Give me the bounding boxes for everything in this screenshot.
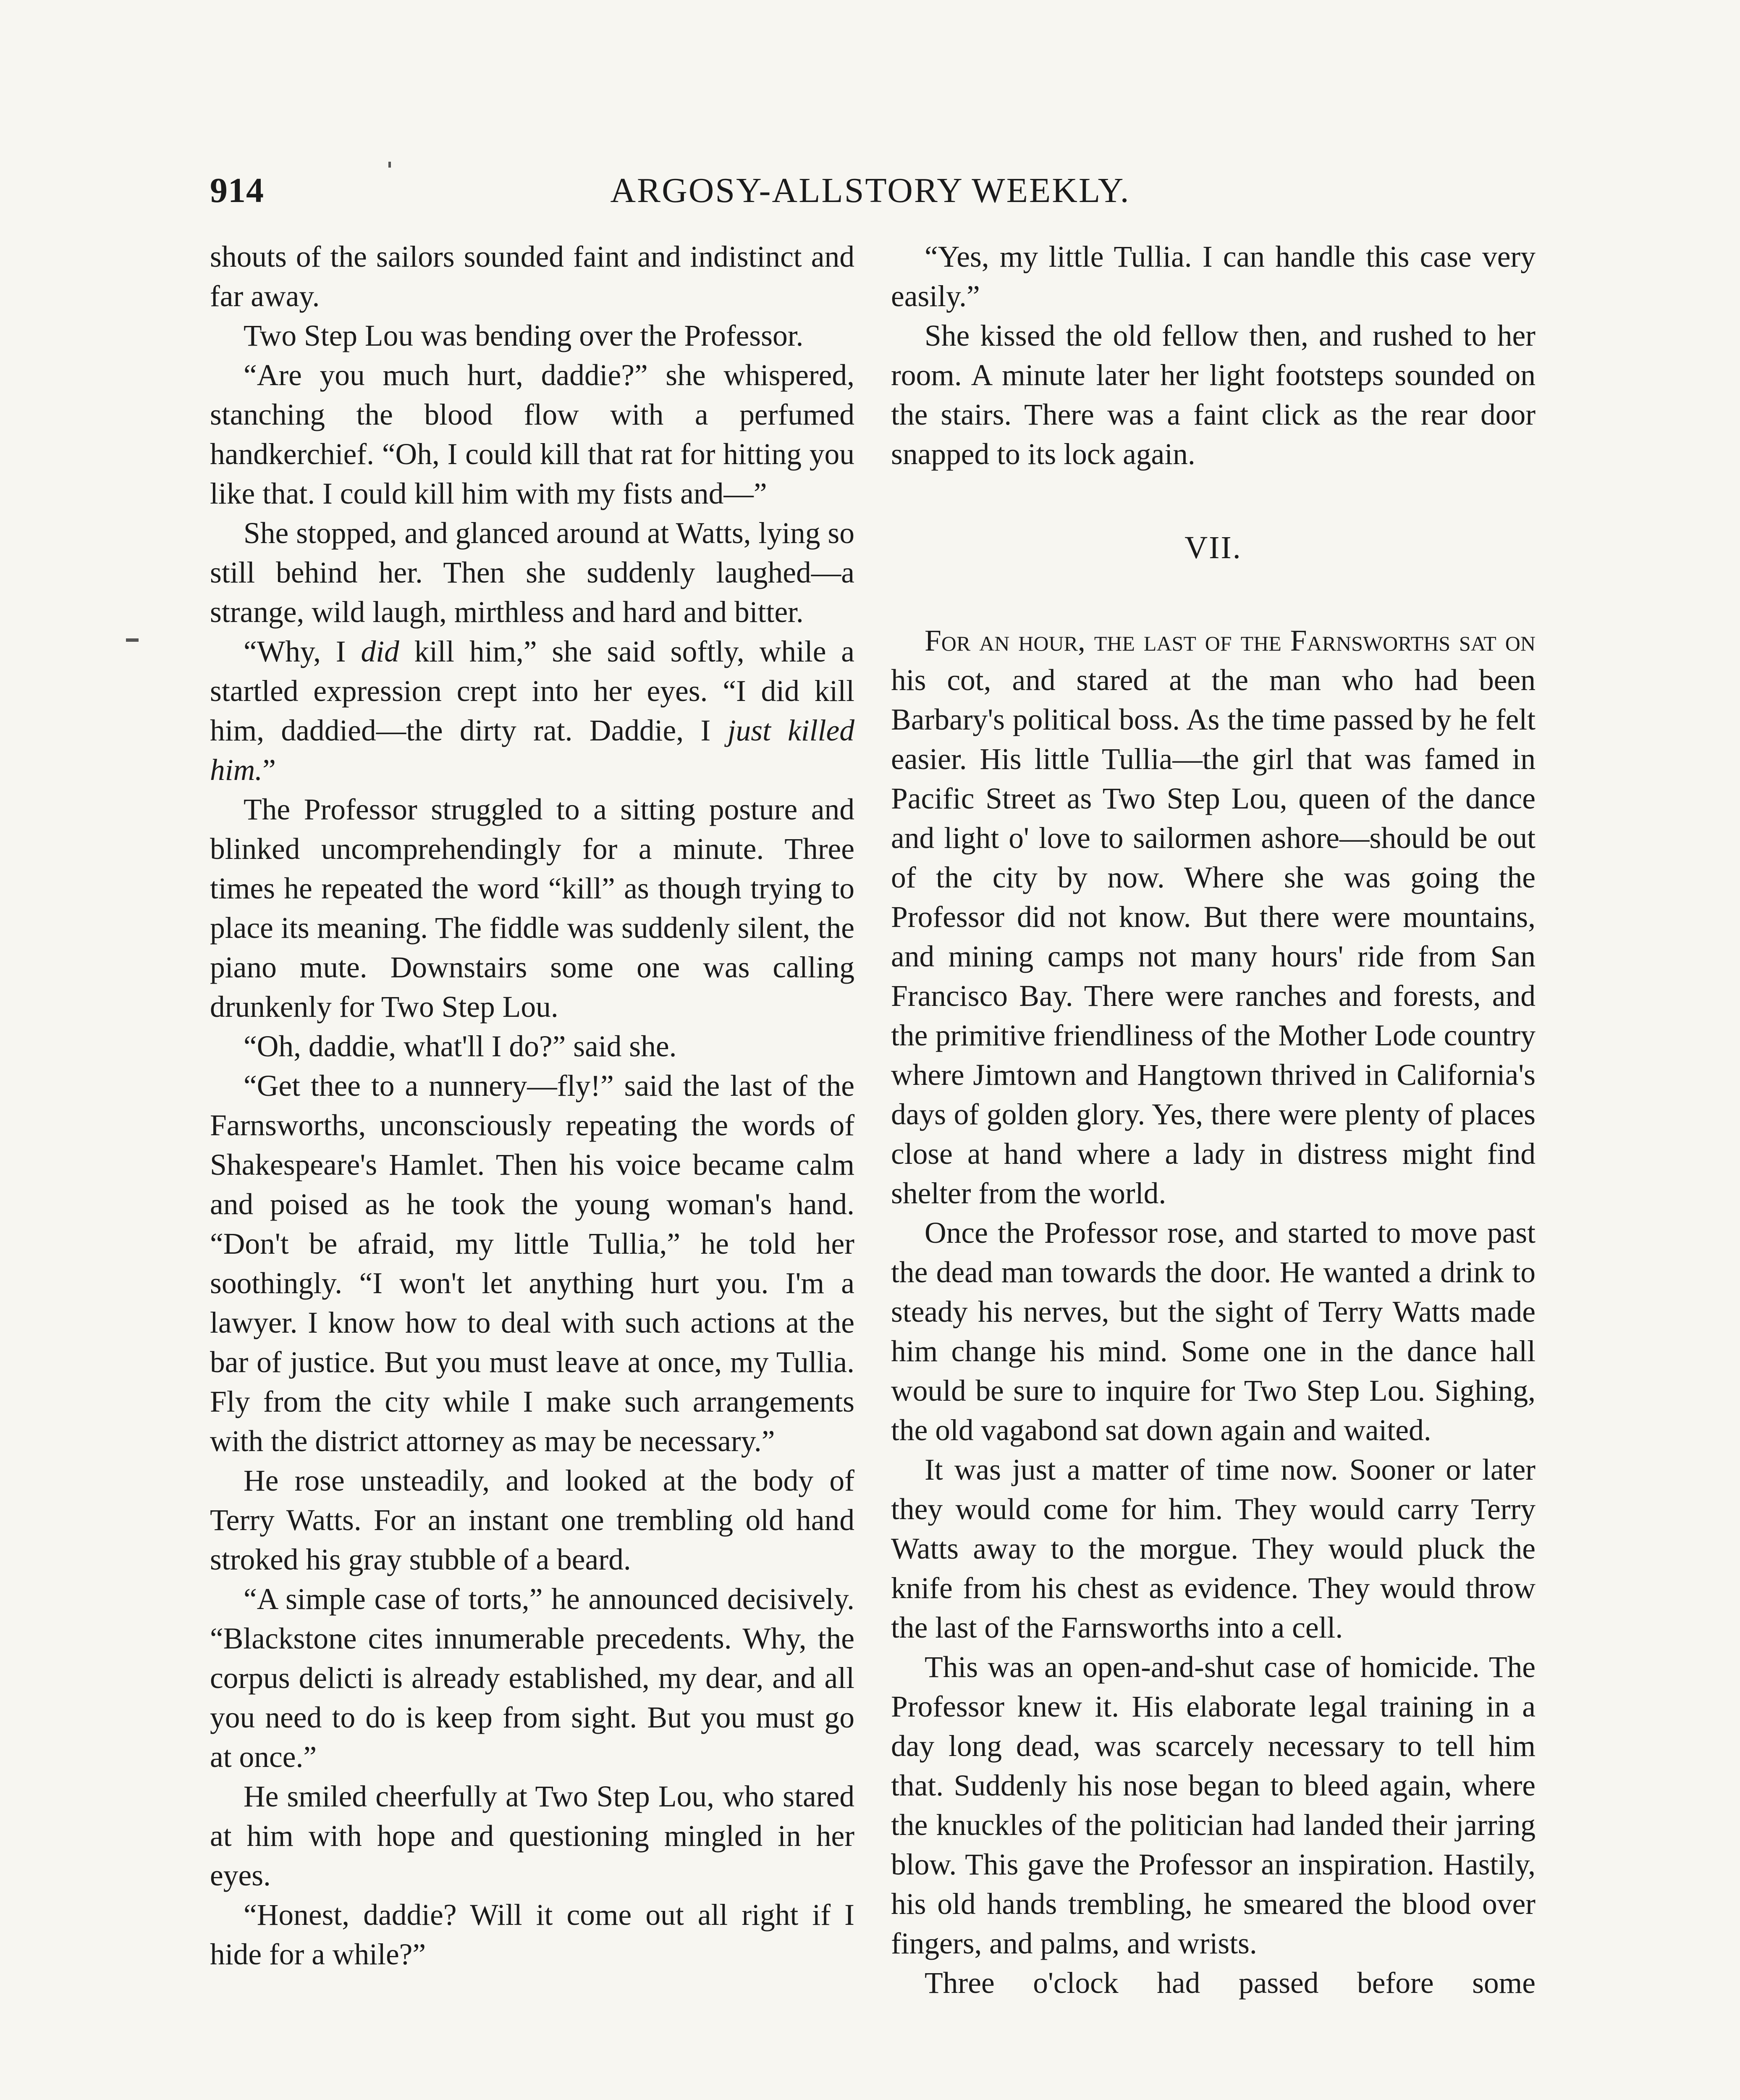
paragraph: He rose unsteadily, and looked at the body of Terry Watts. For an instant one trembling old hand stroked his gray stubble of a beard. — [210, 1464, 854, 1576]
paragraph: “Are you much hurt, daddie?” she whispered, stanching the blood flow with a perfumed handkerchief. “Oh, I could kill that rat for hitting you like that. I could kill him with my fists and—” — [210, 359, 854, 510]
paragraph: Two Step Lou was bending over the Professor. — [244, 319, 804, 352]
paragraph: shouts of the sailors sounded faint and indistinct and far away. — [210, 240, 854, 313]
section-heading: VII. — [1184, 530, 1242, 565]
paragraph: Once the Professor rose, and started to move past the dead man towards the door. He wanted a drink to steady his nerves, but the sight of Terry Watts made him change his mind. Some one in the dance hall would be sure to inquire for Two Step Lou. Sighing, the old vagabond sat down again and waited. — [891, 1216, 1536, 1447]
paragraph — [210, 632, 854, 790]
text-run: kill him,” she said softly, while a startled expression crept into her eyes. “I did kill him, daddied—the dirty rat. Daddie, I — [210, 635, 854, 747]
paragraph: “Get thee to a nunnery—fly!” said the last of the Farnsworths, unconsciously repeating the words of Shakespeare's Hamlet. Then his voice became calm and poised as he took the young woman's hand. “Don't be afraid, my little Tullia,” he told her soothingly. “I won't let anything hurt you. I'm a lawyer. I know how to deal with such actions at the bar of justice. But you must leave at once, my Tullia. Fly from the city while I make such arrangements with the district attorney as may be necessary.” — [210, 1069, 854, 1458]
paragraph: “Oh, daddie, what'll I do?” said she. — [244, 1030, 677, 1063]
italic-text: did — [361, 635, 399, 668]
scan-speck — [126, 638, 139, 642]
left-column — [210, 237, 854, 1974]
page-header — [210, 170, 1530, 216]
scan-speck — [388, 162, 391, 168]
running-head: ARGOSY-ALLSTORY WEEKLY. — [610, 171, 1130, 210]
right-column — [891, 237, 1536, 2003]
text-run: ” — [262, 753, 276, 787]
italic-text: just killed him. — [210, 714, 854, 787]
paragraph: “Honest, daddie? Will it come out all right if I hide for a while?” — [210, 1898, 854, 1971]
paragraph: This was an open-and-shut case of homicide. The Professor knew it. His elaborate legal training in a day long dead, was scarcely necessary to tell him that. Suddenly his nose began to bleed again, where the knuckles of the politician had landed their jarring blow. This gave the Professor an inspiration. Hastily, his old hands trembling, he smeared the blood over fingers, and palms, and wrists. — [891, 1651, 1536, 1960]
page-number: 914 — [210, 171, 264, 210]
paragraph: “Yes, my little Tullia. I can handle this case very easily.” — [891, 240, 1536, 313]
paragraph: She stopped, and glanced around at Watts, lying so still behind her. Then she suddenly laughed—a strange, wild laugh, mirthless and hard and bitter. — [210, 517, 854, 629]
paragraph: It was just a matter of time now. Sooner or later they would come for him. They would carry Terry Watts away to the morgue. They would pluck the knife from his chest as evidence. They would throw the last of the Farnsworths into a cell. — [891, 1453, 1536, 1644]
paragraph: He smiled cheerfully at Two Step Lou, who stared at him with hope and questioning mingled in her eyes. — [210, 1780, 854, 1892]
text-run: “Why, I — [244, 635, 361, 668]
paragraph: Three o'clock had passed before some — [925, 1966, 1536, 2000]
paragraph: The Professor struggled to a sitting posture and blinked uncomprehendingly for a minute. Three times he repeated the word “kill” as though trying to place its meaning. The fiddle was suddenly silent, the piano mute. Downstairs some one was calling drunkenly for Two Step Lou. — [210, 793, 854, 1024]
paragraph: For an hour, the last of the Farnsworths sat on his cot, and stared at the man who had been Barbary's political boss. As the time passed by he felt easier. His little Tullia—the girl that was famed in Pacific Street as Two Step Lou, queen of the dance and light o' love to sailormen ashore—should be out of the city by now. Where she was going the Professor did not know. But there were mountains, and mining camps not many hours' ride from San Francisco Bay. There were ranches and forests, and the primitive friendliness of the Mother Lode country where Jimtown and Hangtown thrived in California's days of golden glory. Yes, there were plenty of places close at hand where a lady in distress might find shelter from the world. — [891, 624, 1536, 1210]
paragraph: “A simple case of torts,” he announced decisively. “Blackstone cites innumerable precedents. Why, the corpus delicti is already established, my dear, and all you need to do is keep from sight. But you must go at once.” — [210, 1583, 854, 1774]
paragraph: She kissed the old fellow then, and rushed to her room. A minute later her light footsteps sounded on the stairs. There was a faint click as the rear door snapped to its lock again. — [891, 319, 1536, 471]
